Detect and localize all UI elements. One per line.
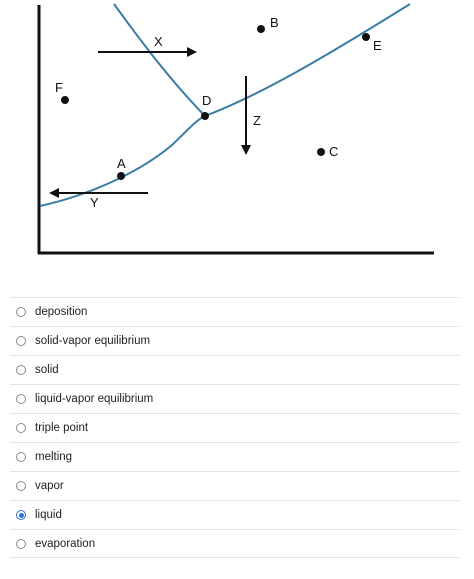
option-label: liquid-vapor equilibrium	[35, 393, 154, 405]
vaporization-curve	[40, 4, 410, 206]
option-row[interactable]	[10, 529, 460, 558]
label-y: Y	[90, 195, 99, 210]
label-d: D	[202, 93, 212, 108]
radio-button[interactable]	[16, 336, 26, 346]
option-row[interactable]	[10, 297, 460, 326]
label-z: Z	[253, 113, 261, 128]
radio-button[interactable]	[16, 423, 26, 433]
option-row[interactable]	[10, 442, 460, 471]
radio-button[interactable]	[16, 394, 26, 404]
point-b	[257, 25, 265, 33]
option-label: liquid	[35, 509, 62, 521]
option-label: solid	[35, 364, 59, 376]
radio-button[interactable]	[16, 481, 26, 491]
radio-button[interactable]	[16, 510, 26, 520]
label-x: X	[154, 34, 163, 49]
option-label: evaporation	[35, 537, 96, 550]
label-f: F	[55, 80, 63, 95]
point-e	[362, 33, 370, 41]
option-row[interactable]	[10, 413, 460, 442]
option-label: vapor	[35, 480, 64, 492]
label-a: A	[117, 156, 126, 171]
option-label: deposition	[35, 306, 88, 318]
point-f	[61, 96, 69, 104]
radio-button[interactable]	[16, 365, 26, 375]
point-a	[117, 172, 125, 180]
radio-button[interactable]	[16, 307, 26, 317]
label-c: C	[329, 144, 339, 159]
option-label: triple point	[35, 422, 89, 434]
point-c	[317, 148, 325, 156]
option-row[interactable]	[10, 384, 460, 413]
answer-options	[10, 297, 460, 558]
radio-button[interactable]	[16, 539, 26, 549]
point-d	[201, 112, 209, 120]
option-row[interactable]	[10, 326, 460, 355]
option-row[interactable]	[10, 500, 460, 529]
fusion-curve	[114, 4, 205, 116]
option-row[interactable]	[10, 355, 460, 384]
option-label: solid-vapor equilibrium	[35, 335, 151, 347]
label-b: B	[270, 15, 279, 30]
option-row[interactable]	[10, 471, 460, 500]
label-e: E	[373, 38, 382, 53]
radio-button[interactable]	[16, 452, 26, 462]
option-label: melting	[35, 451, 73, 463]
